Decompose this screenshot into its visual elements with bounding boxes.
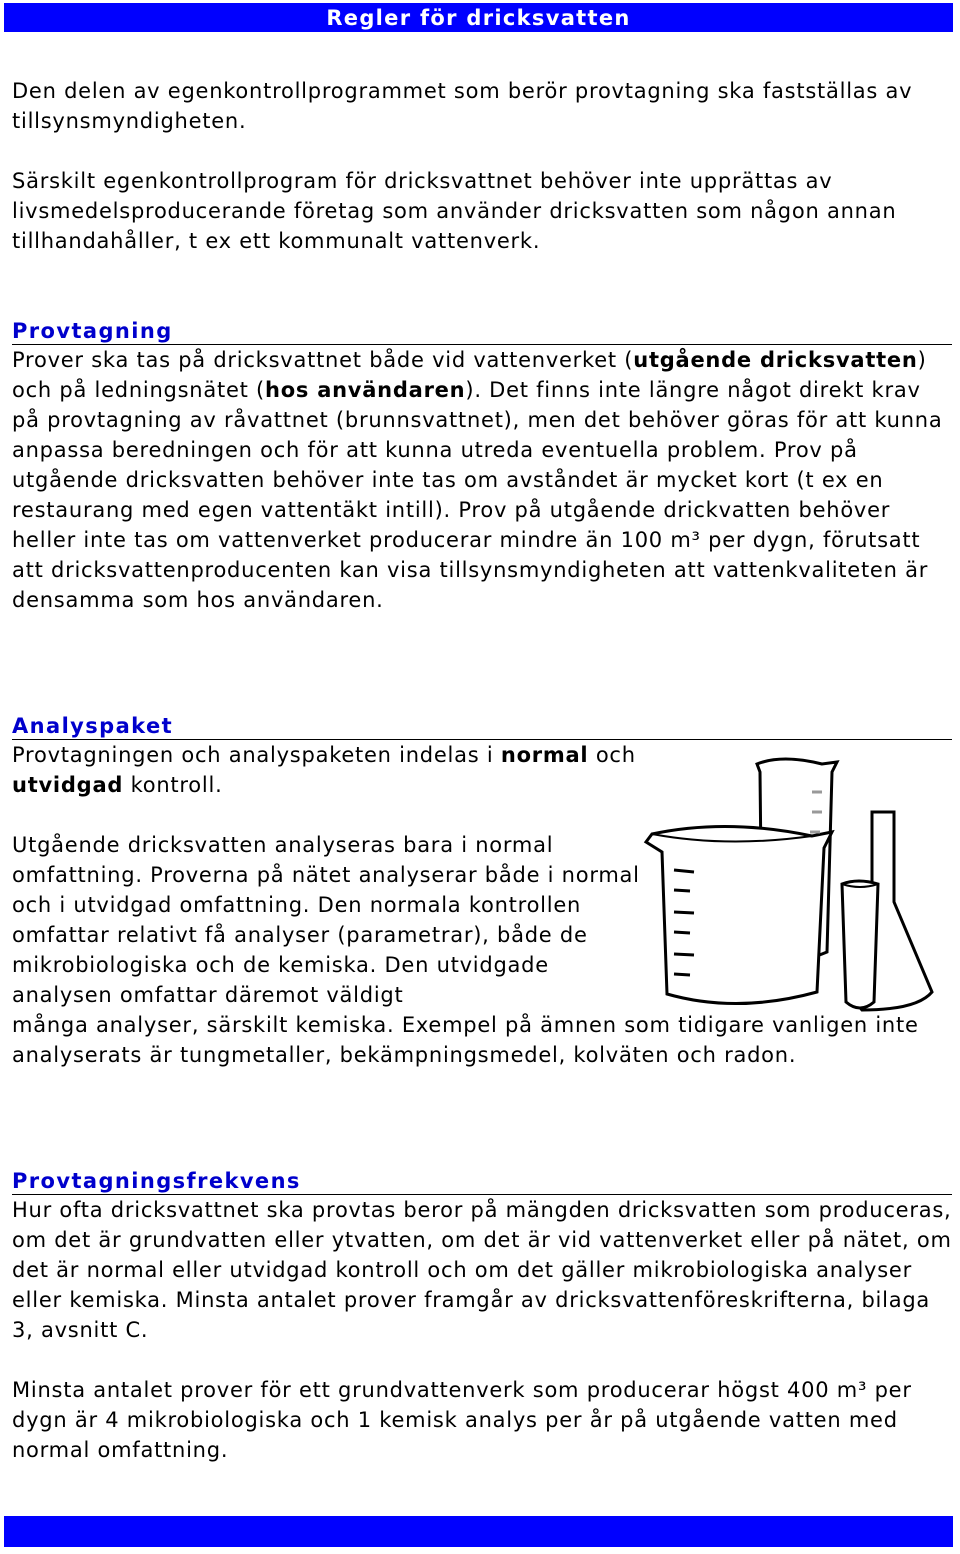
provtagning-paragraph [12, 345, 952, 615]
text-run: ). Det finns inte längre något direkt krav på provtagning av råvattnet (brunnsvattnet), men det behöver göras för att kunna anpassa beredningen och för att kunna utreda eventuella problem. Prov på utgående dricksvatten behöver inte tas om avståndet är mycket kort (t ex en restaurang med egen vattentäkt intill). Prov på utgående drickvatten behöver heller inte tas om vattenverket producerar mindre än 100 m³ per dygn, förutsatt att dricksvattenproducenten kan visa tillsynsmyndigheten att vattenkvaliteten är densamma som hos användaren. [12, 378, 943, 612]
lab-glassware-icon [632, 752, 937, 1014]
text-run: Provtagningen och analyspaketen indelas i [12, 743, 501, 767]
intro-paragraph-1: Den delen av egenkontrollprogrammet som berör provtagning ska fastställas av tillsynsmyndigheten. [12, 79, 913, 133]
analyspaket-paragraph-2a: Utgående dricksvatten analyseras bara i normal omfattning. Proverna på nätet analyserar både i normal och i utvidgad omfattning. Den normala kontrollen omfattar relativt få analyser (parametrar), både de mikrobiologiska och de kemiska. Den utvidgade analysen omfattar däremot väldigt [12, 833, 640, 1007]
text-run: Prover ska tas på dricksvattnet både vid vattenverket ( [12, 348, 634, 372]
page-title: Regler för dricksvatten [326, 6, 631, 30]
analyspaket-paragraph-2b: många analyser, särskilt kemiska. Exempel på ämnen som tidigare vanligen inte analyserats är tungmetaller, bekämpningsmedel, kolväten och radon. [12, 1013, 919, 1067]
frekvens-section [12, 1168, 952, 1465]
analyspaket-paragraph-1 [12, 740, 652, 800]
text-run: och [588, 743, 636, 767]
section-heading-provtagning: Provtagning [12, 318, 952, 345]
bold-term-utgaende: utgående dricksvatten [633, 348, 918, 372]
frekvens-paragraph-1: Hur ofta dricksvattnet ska provtas beror på mängden dricksvatten som produceras, om det är grundvatten eller ytvatten, om det är vid vattenverket eller på nätet, om det är normal eller utvidgad kontroll och om det gäller mikrobiologiska analyser eller kemiska. Minsta antalet prover framgår av dricksvattenföreskrifterna, bilaga 3, avsnitt C. [12, 1198, 952, 1342]
bold-term-hos-anvandaren: hos användaren [265, 378, 466, 402]
section-heading-analyspaket: Analyspaket [12, 713, 952, 740]
text-run: ) och på ledningsnätet ( [12, 348, 927, 402]
bold-term-normal: normal [500, 743, 589, 767]
frekvens-paragraph-2: Minsta antalet prover för ett grundvattenverk som producerar högst 400 m³ per dygn är 4 mikrobiologiska och 1 kemisk analys per år på utgående vatten med normal omfattning. [12, 1378, 912, 1462]
bold-term-utvidgad: utvidgad [12, 773, 124, 797]
intro-section [12, 76, 952, 256]
footer-bar [4, 1516, 953, 1547]
header-bar [4, 3, 953, 32]
provtagning-section [12, 318, 952, 615]
intro-paragraph-2: Särskilt egenkontrollprogram för dricksvattnet behöver inte upprättas av livsmedelsproducerande företag som använder dricksvatten som någon annan tillhandahåller, t ex ett kommunalt vattenverk. [12, 169, 897, 253]
text-run: kontroll. [123, 773, 223, 797]
section-heading-provtagningsfrekvens: Provtagningsfrekvens [12, 1168, 952, 1195]
